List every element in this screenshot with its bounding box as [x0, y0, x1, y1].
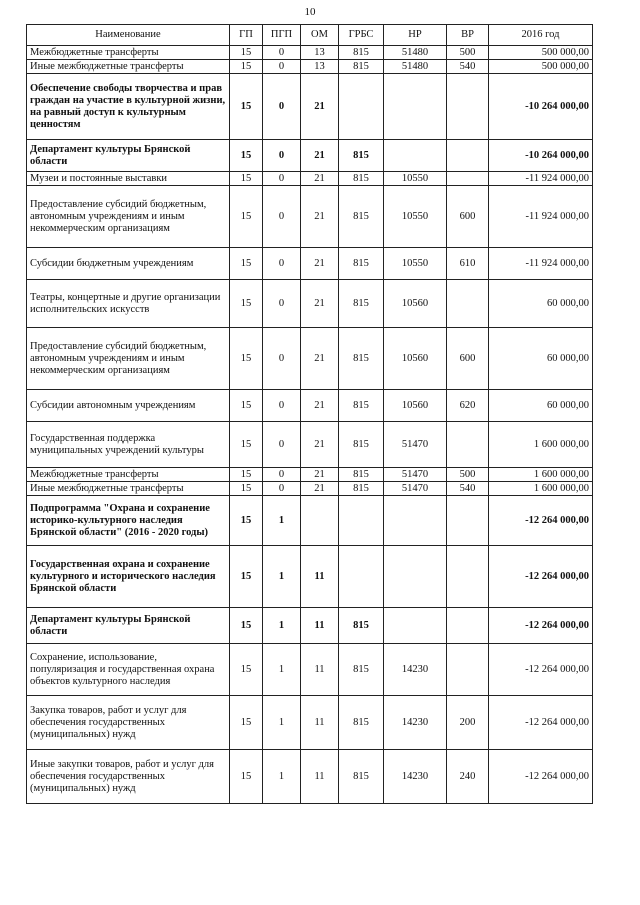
col-header-nr: НР	[384, 25, 447, 46]
cell-vr: 200	[447, 696, 489, 750]
cell-name: Закупка товаров, работ и услуг для обеспечения государственных (муниципальных) нужд	[27, 696, 230, 750]
cell-gp: 15	[230, 482, 263, 496]
cell-name: Департамент культуры Брянской области	[27, 608, 230, 644]
cell-gp: 15	[230, 74, 263, 140]
cell-gp: 15	[230, 390, 263, 422]
cell-name: Межбюджетные трансферты	[27, 468, 230, 482]
cell-pgp: 1	[263, 750, 301, 804]
cell-gp: 15	[230, 608, 263, 644]
cell-gp: 15	[230, 750, 263, 804]
cell-om: 21	[301, 140, 339, 172]
col-header-grbs: ГРБС	[339, 25, 384, 46]
cell-om: 21	[301, 482, 339, 496]
cell-vr: 500	[447, 46, 489, 60]
cell-grbs: 815	[339, 280, 384, 328]
cell-amount: -12 264 000,00	[489, 496, 593, 546]
cell-name: Подпрограмма "Охрана и сохранение историко-культурного наследия Брянской области" (2016 - 2020 годы)	[27, 496, 230, 546]
cell-nr: 10560	[384, 328, 447, 390]
cell-vr: 240	[447, 750, 489, 804]
cell-nr	[384, 608, 447, 644]
cell-om: 21	[301, 172, 339, 186]
cell-vr	[447, 422, 489, 468]
cell-pgp: 1	[263, 644, 301, 696]
cell-grbs	[339, 496, 384, 546]
page-number: 10	[304, 6, 316, 18]
table-row	[27, 546, 593, 608]
cell-nr: 14230	[384, 696, 447, 750]
cell-amount: 1 600 000,00	[489, 482, 593, 496]
cell-gp: 15	[230, 696, 263, 750]
cell-nr: 10550	[384, 186, 447, 248]
cell-pgp: 0	[263, 140, 301, 172]
cell-amount: 60 000,00	[489, 390, 593, 422]
table-row	[27, 280, 593, 328]
cell-vr	[447, 496, 489, 546]
cell-gp: 15	[230, 46, 263, 60]
cell-pgp: 0	[263, 422, 301, 468]
cell-amount: -12 264 000,00	[489, 696, 593, 750]
cell-vr: 600	[447, 328, 489, 390]
cell-vr: 600	[447, 186, 489, 248]
cell-nr	[384, 74, 447, 140]
cell-name: Сохранение, использование, популяризация и государственная охрана объектов культурного наследия	[27, 644, 230, 696]
cell-vr	[447, 74, 489, 140]
cell-amount: -12 264 000,00	[489, 608, 593, 644]
header-row	[27, 25, 593, 46]
table-row	[27, 328, 593, 390]
budget-table	[26, 24, 593, 804]
cell-om: 21	[301, 74, 339, 140]
cell-gp: 15	[230, 60, 263, 74]
cell-grbs: 815	[339, 172, 384, 186]
table-row	[27, 186, 593, 248]
cell-amount: -12 264 000,00	[489, 644, 593, 696]
cell-pgp: 0	[263, 186, 301, 248]
table-row	[27, 172, 593, 186]
cell-name: Иные закупки товаров, работ и услуг для обеспечения государственных (муниципальных) нужд	[27, 750, 230, 804]
cell-name: Музеи и постоянные выставки	[27, 172, 230, 186]
cell-name: Департамент культуры Брянской области	[27, 140, 230, 172]
table-row	[27, 750, 593, 804]
cell-pgp: 0	[263, 172, 301, 186]
cell-vr	[447, 608, 489, 644]
cell-om: 11	[301, 750, 339, 804]
col-header-pgp: ПГП	[263, 25, 301, 46]
cell-name: Иные межбюджетные трансферты	[27, 60, 230, 74]
cell-nr: 51480	[384, 46, 447, 60]
table-row	[27, 422, 593, 468]
cell-grbs: 815	[339, 696, 384, 750]
cell-nr	[384, 496, 447, 546]
cell-pgp: 1	[263, 608, 301, 644]
col-header-amount: 2016 год	[489, 25, 593, 46]
table-row	[27, 482, 593, 496]
cell-gp: 15	[230, 280, 263, 328]
cell-name: Субсидии автономным учреждениям	[27, 390, 230, 422]
cell-gp: 15	[230, 172, 263, 186]
cell-name: Иные межбюджетные трансферты	[27, 482, 230, 496]
cell-name: Межбюджетные трансферты	[27, 46, 230, 60]
cell-pgp: 0	[263, 60, 301, 74]
cell-grbs: 815	[339, 422, 384, 468]
cell-name: Предоставление субсидий бюджетным, автономным учреждениям и иным некоммерческим организациям	[27, 186, 230, 248]
cell-om: 21	[301, 280, 339, 328]
cell-vr	[447, 644, 489, 696]
cell-amount: -11 924 000,00	[489, 172, 593, 186]
cell-gp: 15	[230, 496, 263, 546]
cell-nr: 51470	[384, 422, 447, 468]
cell-om: 11	[301, 696, 339, 750]
cell-vr: 540	[447, 482, 489, 496]
table-row	[27, 390, 593, 422]
table-row	[27, 608, 593, 644]
cell-pgp: 0	[263, 74, 301, 140]
cell-grbs: 815	[339, 468, 384, 482]
cell-om: 21	[301, 248, 339, 280]
cell-pgp: 0	[263, 468, 301, 482]
cell-pgp: 1	[263, 546, 301, 608]
cell-amount: 1 600 000,00	[489, 468, 593, 482]
cell-name: Государственная охрана и сохранение культурного и исторического наследия Брянской области	[27, 546, 230, 608]
cell-grbs: 815	[339, 46, 384, 60]
cell-om: 11	[301, 546, 339, 608]
cell-amount: -12 264 000,00	[489, 750, 593, 804]
cell-pgp: 1	[263, 696, 301, 750]
col-header-vr: ВР	[447, 25, 489, 46]
cell-grbs: 815	[339, 60, 384, 74]
cell-gp: 15	[230, 186, 263, 248]
cell-nr: 51470	[384, 468, 447, 482]
cell-nr: 14230	[384, 750, 447, 804]
cell-om: 13	[301, 46, 339, 60]
table-row	[27, 644, 593, 696]
table-row	[27, 46, 593, 60]
table-row	[27, 248, 593, 280]
cell-pgp: 0	[263, 248, 301, 280]
col-header-name: Наименование	[27, 25, 230, 46]
cell-name: Обеспечение свободы творчества и прав граждан на участие в культурной жизни, на равный доступ к культурным ценностям	[27, 74, 230, 140]
cell-gp: 15	[230, 422, 263, 468]
cell-gp: 15	[230, 140, 263, 172]
cell-amount: -10 264 000,00	[489, 140, 593, 172]
cell-pgp: 0	[263, 390, 301, 422]
table-row	[27, 60, 593, 74]
cell-pgp: 1	[263, 496, 301, 546]
cell-vr	[447, 280, 489, 328]
cell-grbs: 815	[339, 608, 384, 644]
cell-vr: 620	[447, 390, 489, 422]
cell-amount: 1 600 000,00	[489, 422, 593, 468]
table-row	[27, 74, 593, 140]
cell-vr	[447, 172, 489, 186]
cell-vr	[447, 546, 489, 608]
cell-grbs	[339, 546, 384, 608]
cell-amount: -11 924 000,00	[489, 248, 593, 280]
cell-name: Театры, концертные и другие организации исполнительских искусств	[27, 280, 230, 328]
cell-pgp: 0	[263, 482, 301, 496]
cell-grbs	[339, 74, 384, 140]
cell-pgp: 0	[263, 328, 301, 390]
cell-vr: 610	[447, 248, 489, 280]
cell-om: 11	[301, 644, 339, 696]
table-row	[27, 696, 593, 750]
cell-grbs: 815	[339, 750, 384, 804]
table-row	[27, 496, 593, 546]
cell-nr	[384, 140, 447, 172]
cell-amount: 60 000,00	[489, 328, 593, 390]
cell-grbs: 815	[339, 482, 384, 496]
cell-grbs: 815	[339, 390, 384, 422]
col-header-gp: ГП	[230, 25, 263, 46]
cell-om: 21	[301, 186, 339, 248]
cell-grbs: 815	[339, 248, 384, 280]
cell-gp: 15	[230, 248, 263, 280]
cell-nr: 10560	[384, 390, 447, 422]
cell-grbs: 815	[339, 644, 384, 696]
cell-amount: -10 264 000,00	[489, 74, 593, 140]
cell-name: Субсидии бюджетным учреждениям	[27, 248, 230, 280]
cell-amount: 500 000,00	[489, 60, 593, 74]
cell-vr: 500	[447, 468, 489, 482]
cell-om	[301, 496, 339, 546]
cell-nr: 10550	[384, 248, 447, 280]
cell-gp: 15	[230, 468, 263, 482]
cell-om: 21	[301, 468, 339, 482]
cell-nr: 10550	[384, 172, 447, 186]
cell-name: Государственная поддержка муниципальных учреждений культуры	[27, 422, 230, 468]
cell-vr: 540	[447, 60, 489, 74]
cell-amount: -11 924 000,00	[489, 186, 593, 248]
col-header-om: ОМ	[301, 25, 339, 46]
cell-grbs: 815	[339, 186, 384, 248]
cell-om: 11	[301, 608, 339, 644]
cell-amount: 500 000,00	[489, 46, 593, 60]
cell-gp: 15	[230, 328, 263, 390]
cell-nr: 51470	[384, 482, 447, 496]
cell-grbs: 815	[339, 140, 384, 172]
cell-om: 21	[301, 422, 339, 468]
cell-name: Предоставление субсидий бюджетным, автономным учреждениям и иным некоммерческим организациям	[27, 328, 230, 390]
cell-nr: 14230	[384, 644, 447, 696]
cell-gp: 15	[230, 546, 263, 608]
cell-pgp: 0	[263, 280, 301, 328]
cell-pgp: 0	[263, 46, 301, 60]
cell-amount: 60 000,00	[489, 280, 593, 328]
cell-nr: 51480	[384, 60, 447, 74]
cell-gp: 15	[230, 644, 263, 696]
cell-grbs: 815	[339, 328, 384, 390]
cell-om: 21	[301, 328, 339, 390]
table-row	[27, 140, 593, 172]
cell-amount: -12 264 000,00	[489, 546, 593, 608]
cell-nr	[384, 546, 447, 608]
table-row	[27, 468, 593, 482]
cell-vr	[447, 140, 489, 172]
cell-nr: 10560	[384, 280, 447, 328]
cell-om: 13	[301, 60, 339, 74]
cell-om: 21	[301, 390, 339, 422]
